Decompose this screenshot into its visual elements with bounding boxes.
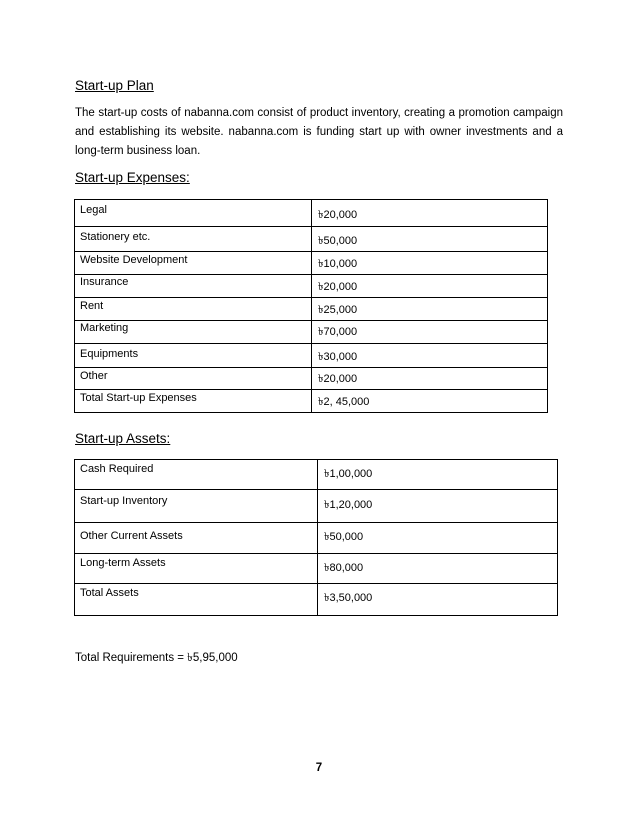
- startup-assets-table: [74, 459, 558, 616]
- expense-amount: ৳20,000: [312, 200, 548, 227]
- expense-label: Rent: [75, 298, 312, 321]
- table-row: [75, 321, 548, 344]
- table-row: [75, 227, 548, 252]
- asset-label: Cash Required: [75, 460, 318, 490]
- expense-label: Website Development: [75, 252, 312, 275]
- asset-amount: ৳1,20,000: [318, 490, 558, 523]
- startup-assets-heading: Start-up Assets:: [75, 431, 171, 446]
- expense-amount: ৳2, 45,000: [312, 390, 548, 413]
- expense-label: Other: [75, 368, 312, 390]
- expense-label: Equipments: [75, 344, 312, 368]
- expense-label: Insurance: [75, 275, 312, 298]
- asset-label: Other Current Assets: [75, 523, 318, 554]
- table-row: [75, 490, 558, 523]
- total-requirements: Total Requirements = ৳5,95,000: [75, 652, 238, 664]
- table-row: [75, 275, 548, 298]
- asset-amount: ৳1,00,000: [318, 460, 558, 490]
- startup-plan-paragraph: The start-up costs of nabanna.com consist of product inventory, creating a promotion campaign and establishing its website. nabanna.com is funding start up with owner investments and a long-term business loan.: [75, 107, 563, 157]
- table-row: [75, 200, 548, 227]
- table-row: [75, 523, 558, 554]
- expense-label: Legal: [75, 200, 312, 227]
- table-row: [75, 252, 548, 275]
- expense-amount: ৳10,000: [312, 252, 548, 275]
- expense-amount: ৳25,000: [312, 298, 548, 321]
- expense-amount: ৳30,000: [312, 344, 548, 368]
- expense-label: Marketing: [75, 321, 312, 344]
- table-row: [75, 390, 548, 413]
- expense-label: Stationery etc.: [75, 227, 312, 252]
- expense-label: Total Start-up Expenses: [75, 390, 312, 413]
- table-row: [75, 344, 548, 368]
- startup-plan-heading: Start-up Plan: [75, 78, 154, 93]
- table-row: [75, 584, 558, 616]
- table-row: [75, 298, 548, 321]
- expense-amount: ৳70,000: [312, 321, 548, 344]
- page-number: 7: [315, 762, 323, 774]
- expense-amount: ৳20,000: [312, 368, 548, 390]
- expense-amount: ৳20,000: [312, 275, 548, 298]
- asset-label: Start-up Inventory: [75, 490, 318, 523]
- asset-amount: ৳80,000: [318, 554, 558, 584]
- asset-amount: ৳3,50,000: [318, 584, 558, 616]
- startup-expenses-heading: Start-up Expenses:: [75, 170, 190, 185]
- table-row: [75, 554, 558, 584]
- startup-expenses-table: [74, 199, 548, 413]
- expense-amount: ৳50,000: [312, 227, 548, 252]
- asset-label: Long-term Assets: [75, 554, 318, 584]
- asset-amount: ৳50,000: [318, 523, 558, 554]
- asset-label: Total Assets: [75, 584, 318, 616]
- table-row: [75, 460, 558, 490]
- table-row: [75, 368, 548, 390]
